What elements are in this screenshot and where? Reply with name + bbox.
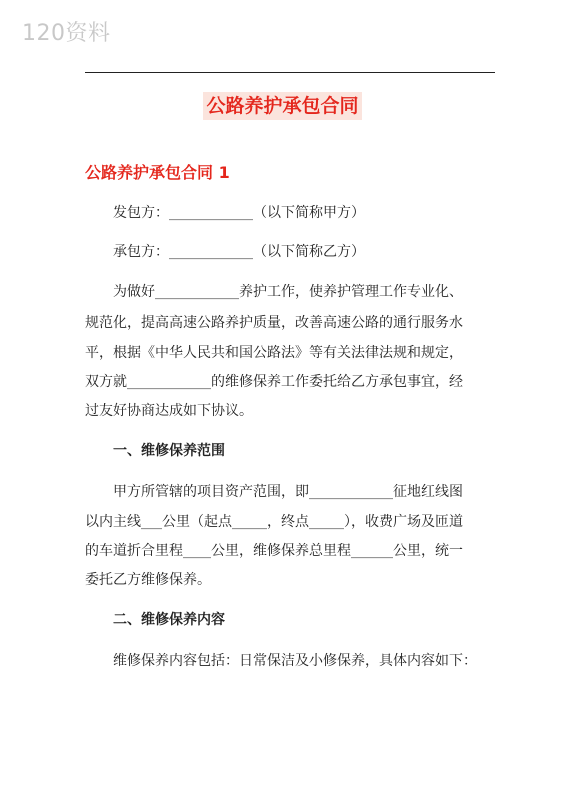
section-heading: 公路养护承包合同 1: [85, 163, 230, 182]
intro-line-5: 过友好协商达成如下协议。: [85, 403, 253, 419]
intro-line-4: 双方就____________的维修保养工作委托给乙方承包事宜，经: [85, 374, 463, 390]
intro-line-2: 规范化，提高高速公路养护质量，改善高速公路的通行服务水: [85, 315, 463, 331]
content-line: 维修保养内容包括：日常保洁及小修保养，具体内容如下：: [113, 653, 477, 669]
subheading-scope: 一、维修保养范围: [113, 443, 225, 459]
document-title-text: 公路养护承包合同: [203, 92, 361, 120]
document-title: [0, 92, 565, 120]
header-rule: [85, 72, 495, 73]
watermark: 120资料: [22, 21, 111, 46]
subheading-content: 二、维修保养内容: [113, 612, 225, 628]
scope-line-2: 以内主线___公里（起点_____，终点_____），收费广场及匝道: [85, 514, 463, 530]
intro-line-1: 为做好____________养护工作，使养护管理工作专业化、: [113, 284, 463, 300]
scope-line-4: 委托乙方维修保养。: [85, 572, 211, 588]
scope-line-1: 甲方所管辖的项目资产范围，即____________征地红线图: [113, 484, 463, 500]
party-a-line: 发包方：____________（以下简称甲方）: [113, 205, 365, 221]
party-b-line: 承包方：____________（以下简称乙方）: [113, 244, 365, 260]
intro-line-3: 平，根据《中华人民共和国公路法》等有关法律法规和规定，: [85, 345, 463, 361]
scope-line-3: 的车道折合里程____公里，维修保养总里程______公里，统一: [85, 543, 463, 559]
